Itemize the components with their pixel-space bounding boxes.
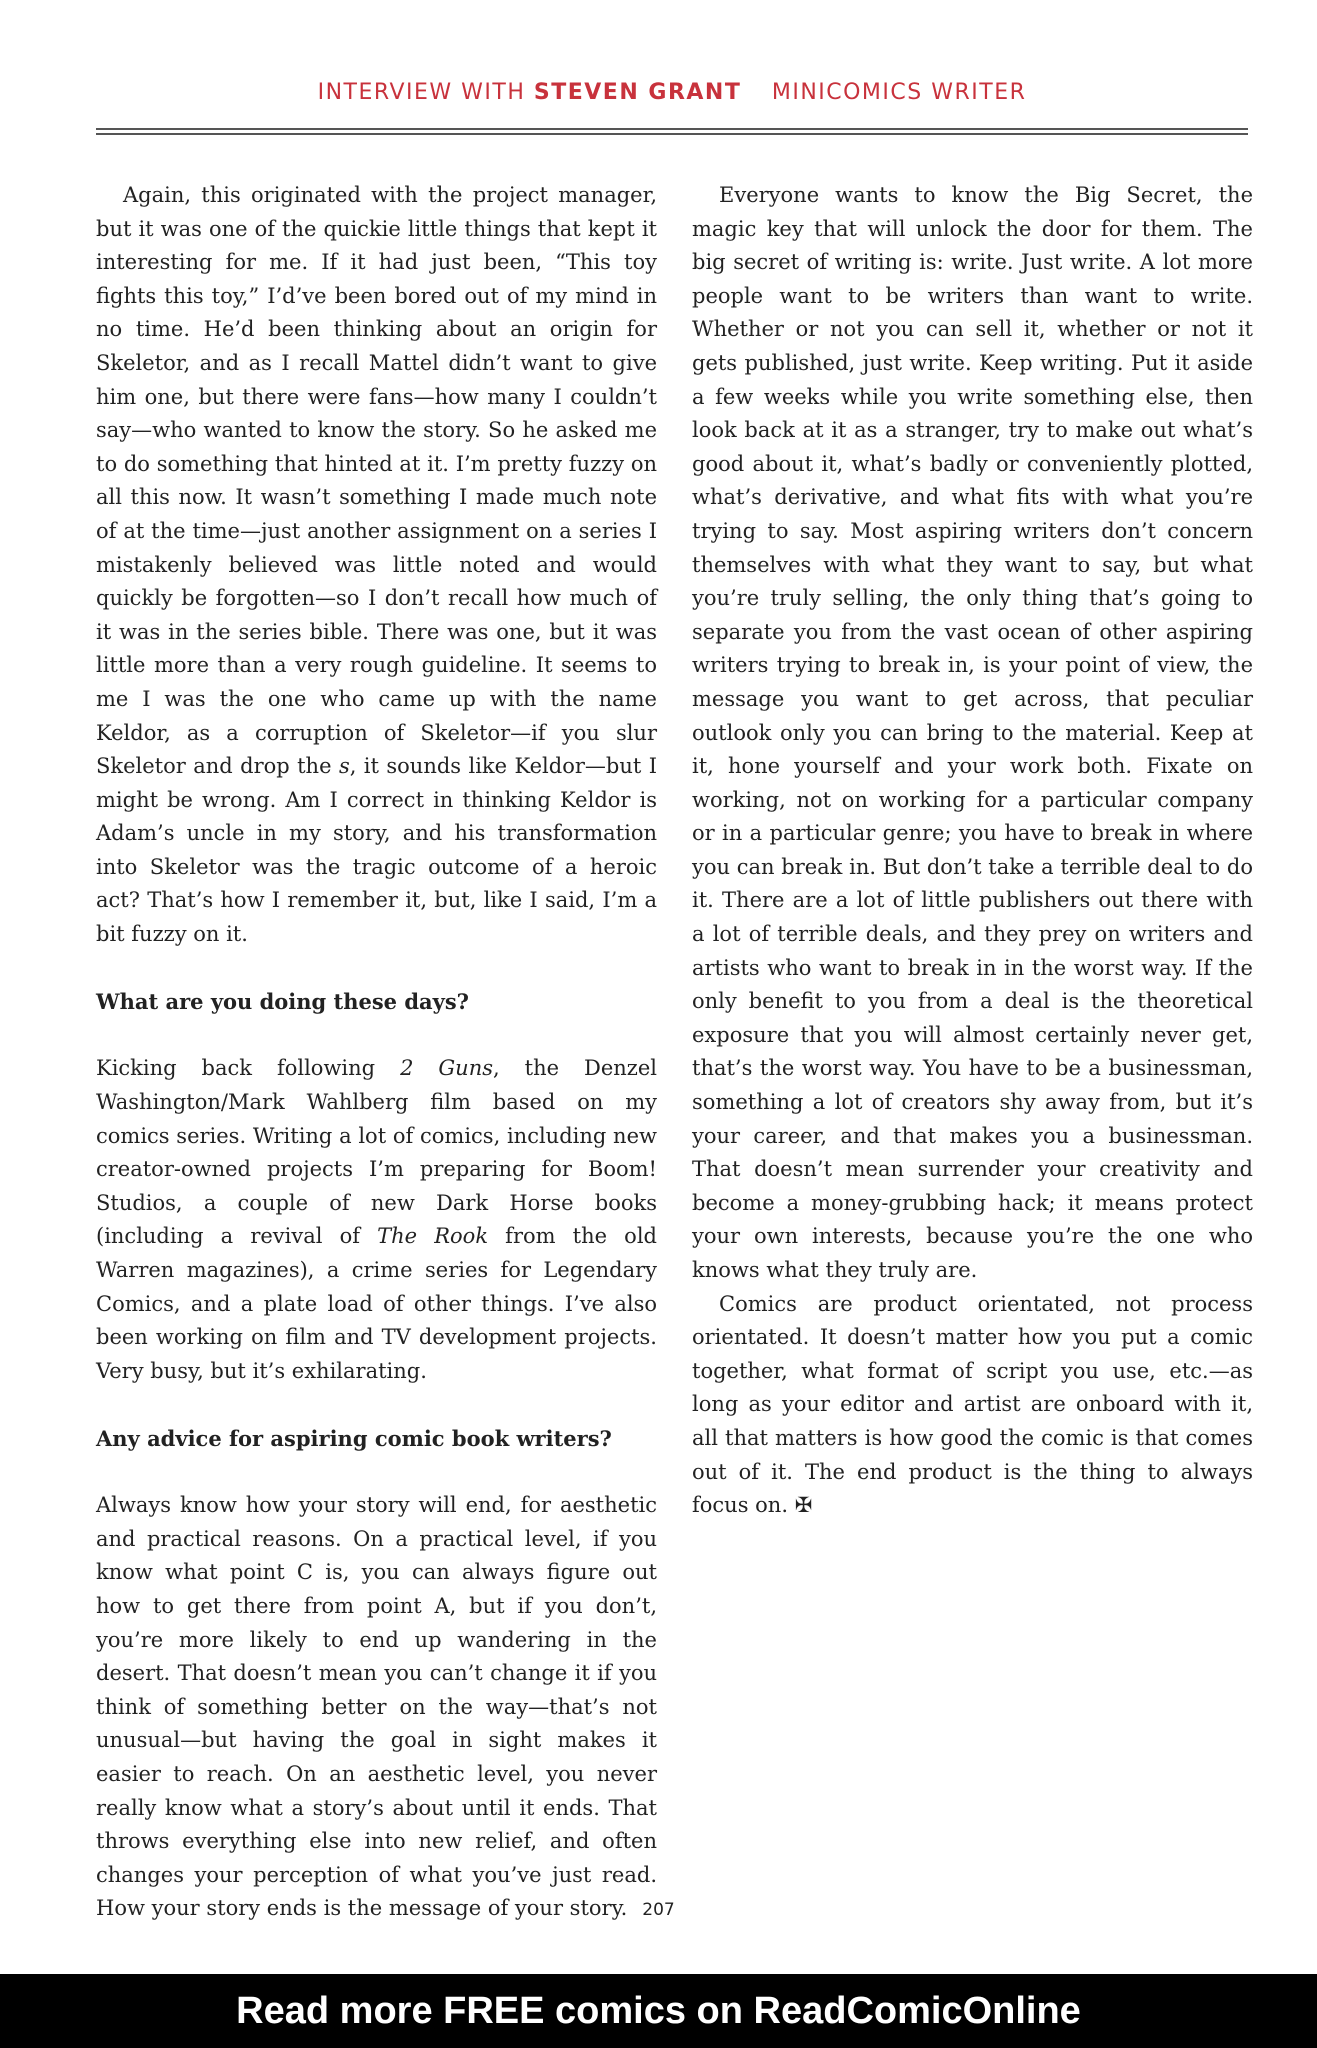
right-column bbox=[692, 179, 1253, 1523]
paragraph: Again, this originated with the project manager, but it was one of the quickie little things that kept it interesting for me. If it had just been, “This toy fights this toy,” I’d’ve been bored out of my mind in no time. He’d been thinking about an origin for Skeletor, and as I recall Mattel didn’t want to give him one, but there were fans—how many I couldn’t say—who wanted to know the story. So he asked me to do something that hinted at it. I’m pretty fuzzy on all this now. It wasn’t something I made much note of at the time—just another assignment on a series I mistakenly believed was little noted and would quickly be forgotten—so I don’t recall how much of it was in the series bible. There was one, but it was little more than a very rough guideline. It seems to me I was the one who came up with the name Keldor, as a corruption of Skeletor—if you slur Skeletor and drop the s, it sounds like Keldor—but I might be wrong. Am I correct in thinking Keldor is Adam’s uncle in my story, and his transformation into Skeletor was the tragic outcome of a heroic act? That’s how I remember it, but, like I said, I’m a bit fuzzy on it. bbox=[96, 183, 658, 947]
running-header bbox=[96, 80, 1248, 105]
header-rule-top bbox=[96, 128, 1248, 130]
left-column bbox=[96, 179, 657, 1926]
header-rule-bottom bbox=[96, 133, 1248, 135]
promo-banner[interactable]: Read more FREE comics on ReadComicOnline bbox=[0, 1974, 1317, 2048]
paragraph: Always know how your story will end, for aesthetic and practical reasons. On a practical level, if you know what point C is, you can always figure out how to get there from point A, but if you don’t, you’re more likely to end up wandering in the desert. That doesn’t mean you can’t change it if you think of something better on the way—that’s not unusual—but having the goal in sight makes it easier to reach. On an aesthetic level, you never really know what a story’s about until it ends. That throws everything else into new relief, and often changes your perception of what you’ve just read. How your story ends is the message of your story. bbox=[96, 1493, 657, 1921]
interview-question: What are you doing these days? bbox=[96, 989, 469, 1015]
paragraph: Kicking back following 2 Guns, the Denzel Washington/Mark Wahlberg film based on my comics series. Writing a lot of comics, including new creator-owned projects I’m preparing for Boom! Studios, a couple of new Dark Horse books (including a revival of The Rook from the old Warren magazines), a crime series for Legendary Comics, and a plate load of other things. I’ve also been working on film and TV development projects. Very busy, but it’s exhilarating. bbox=[96, 1056, 658, 1383]
page-number: 207 bbox=[642, 1900, 675, 1920]
header-prefix: INTERVIEW WITH bbox=[317, 80, 526, 105]
header-role: MINICOMICS WRITER bbox=[771, 80, 1027, 105]
interview-question: Any advice for aspiring comic book writers? bbox=[96, 1425, 612, 1451]
paragraph: Everyone wants to know the Big Secret, the magic key that will unlock the door for them. The big secret of writing is: write. Just write. A lot more people want to be writers than want to write. Whether or not you can sell it, whether or not it gets published, just write. Keep writing. Put it aside a few weeks while you write something else, then look back at it as a stranger, try to make out what’s good about it, what’s badly or conveniently plotted, what’s derivative, and what fits with what you’re trying to say. Most aspiring writers don’t concern themselves with what they want to say, but what you’re truly selling, the only thing that’s going to separate you from the vast ocean of other aspiring writers trying to break in, is your point of view, the message you want to get across, that peculiar outlook only you can bring to the material. Keep at it, hone yourself and your work both. Fixate on working, not on working for a particular company or in a particular genre; you have to break in where you can break in. But don’t take a terrible deal to do it. There are a lot of little publishers out there with a lot of terrible deals, and they prey on writers and artists who want to break in in the worst way. If the only benefit to you from a deal is the theoretical exposure that you will almost certainly never get, that’s the worst way. You have to be a businessman, something a lot of creators shy away from, but it’s your career, and that makes you a businessman. That doesn’t mean surrender your creativity and become a money-grubbing hack; it means protect your own interests, because you’re the one who knows what they truly are. bbox=[692, 183, 1253, 1282]
paragraph: Comics are product orientated, not process orientated. It doesn’t matter how you put a comic together, what format of script you use, etc.—as long as your editor and artist are onboard with it, all that matters is how good the comic is that comes out of it. The end product is the thing to always focus on. ✠ bbox=[692, 1291, 1253, 1518]
end-mark-icon: ✠ bbox=[794, 1493, 813, 1518]
header-interviewee: STEVEN GRANT bbox=[533, 80, 742, 105]
